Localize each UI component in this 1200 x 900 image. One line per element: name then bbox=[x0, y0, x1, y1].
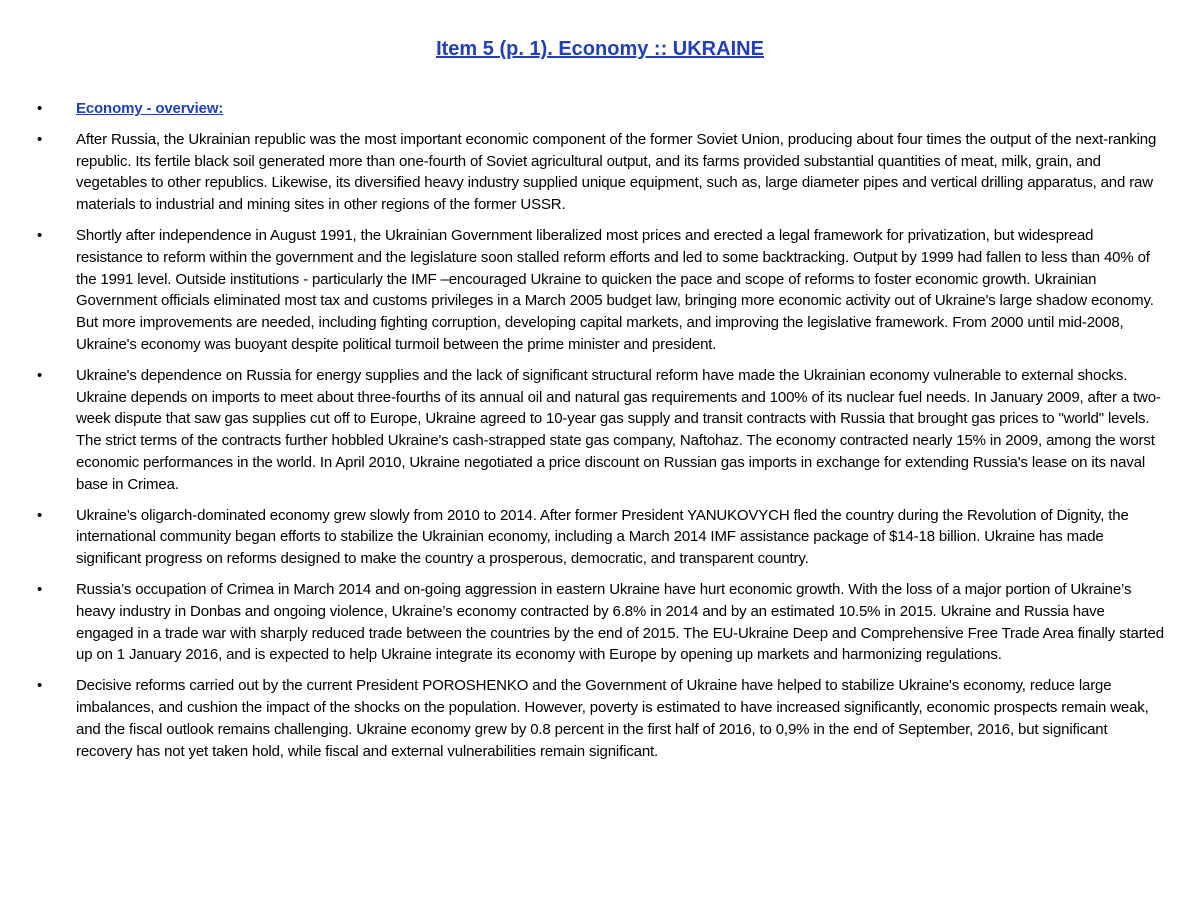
economy-overview-link[interactable]: Economy - overview: bbox=[76, 100, 224, 117]
paragraph-text: Ukraine's dependence on Russia for energy supplies and the lack of significant structural reform have made the Ukrainian economy vulnerable to external shocks. Ukraine depends on imports to meet about three-fourths of its annual oil and natural gas requirements and 100% of its nuclear fuel needs. In January 2009, after a two-week dispute that saw gas supplies cut off to Europe, Ukraine agreed to 10-year gas supply and transit contracts with Russia that brought gas prices to "world" levels. The strict terms of the contracts further hobbled Ukraine's cash-strapped state gas company, Naftohaz. The economy contracted nearly 15% in 2009, among the worst economic performances in the world. In April 2010, Ukraine negotiated a price discount on Russian gas imports in exchange for extending Russia's lease on its naval base in Crimea. bbox=[76, 366, 1161, 493]
list-item bbox=[0, 579, 1200, 666]
list-item bbox=[0, 129, 1200, 216]
paragraph-text: Decisive reforms carried out by the current President POROSHENKO and the Government of Ukraine have helped to stabilize Ukraine's economy, reduce large imbalances, and cushion the impact of the shocks on the population. However, poverty is estimated to have increased significantly, economic prospects remain weak, and the fiscal outlook remains challenging. Ukraine economy grew by 0.8 percent in the first half of 2016, to 0,9% in the end of September, 2016, but significant recovery has not yet taken hold, while fiscal and external vulnerabilities remain significant. bbox=[76, 677, 1149, 760]
list-item bbox=[0, 225, 1200, 356]
list-item bbox=[0, 675, 1200, 762]
list-item-subheading bbox=[0, 98, 1200, 120]
paragraph-text: Russia’s occupation of Crimea in March 2014 and on-going aggression in eastern Ukraine have hurt economic growth. With the loss of a major portion of Ukraine’s heavy industry in Donbas and ongoing violence, Ukraine’s economy contracted by 6.8% in 2014 and by an estimated 10.5% in 2015. Ukraine and Russia have engaged in a trade war with sharply reduced trade between the countries by the end of 2015. The EU-Ukraine Deep and Comprehensive Free Trade Area finally started up on 1 January 2016, and is expected to help Ukraine integrate its economy with Europe by opening up markets and harmonizing regulations. bbox=[76, 580, 1164, 664]
list-item bbox=[0, 365, 1200, 496]
paragraph-text: Shortly after independence in August 1991, the Ukrainian Government liberalized most prices and erected a legal framework for privatization, but widespread resistance to reform within the government and the legislature soon stalled reform efforts and led to some backtracking. Output by 1999 had fallen to less than 40% of the 1991 level. Outside institutions - particularly the IMF –encouraged Ukraine to quicken the pace and scope of reforms to foster economic growth. Ukrainian Government officials eliminated most tax and customs privileges in a March 2005 budget law, bringing more economic activity out of Ukraine's large shadow economy. But more improvements are needed, including fighting corruption, developing capital markets, and improving the legislative framework. From 2000 until mid-2008, Ukraine's economy was buoyant despite political turmoil between the prime minister and president. bbox=[76, 226, 1154, 353]
bullet-marker: • bbox=[37, 580, 43, 598]
list-item bbox=[0, 505, 1200, 570]
bullet-marker: • bbox=[37, 226, 43, 244]
bullet-marker: • bbox=[37, 677, 43, 695]
paragraph-text: Ukraine’s oligarch-dominated economy grew slowly from 2010 to 2014. After former President YANUKOVYCH fled the country during the Revolution of Dignity, the international community began efforts to stabilize the Ukrainian economy, including a March 2014 IMF assistance package of $14-18 billion. Ukraine has made significant progress on reforms designed to make the country a prosperous, democratic, and transparent country. bbox=[76, 506, 1129, 568]
page-title[interactable]: Item 5 (p. 1). Economy :: UKRAINE bbox=[436, 38, 764, 60]
bullet-list bbox=[0, 98, 1200, 771]
bullet-marker: • bbox=[37, 506, 43, 524]
bullet-marker: • bbox=[37, 100, 43, 117]
bullet-marker: • bbox=[37, 366, 43, 384]
bullet-marker: • bbox=[37, 130, 43, 148]
paragraph-text: After Russia, the Ukrainian republic was the most important economic component of the former Soviet Union, producing about four times the output of the next-ranking republic. Its fertile black soil generated more than one-fourth of Soviet agricultural output, and its farms provided substantial quantities of meat, milk, grain, and vegetables to other republics. Likewise, its diversified heavy industry supplied unique equipment, such as, large diameter pipes and vertical drilling apparatus, and raw materials to industrial and mining sites in other regions of the former USSR. bbox=[76, 130, 1157, 214]
